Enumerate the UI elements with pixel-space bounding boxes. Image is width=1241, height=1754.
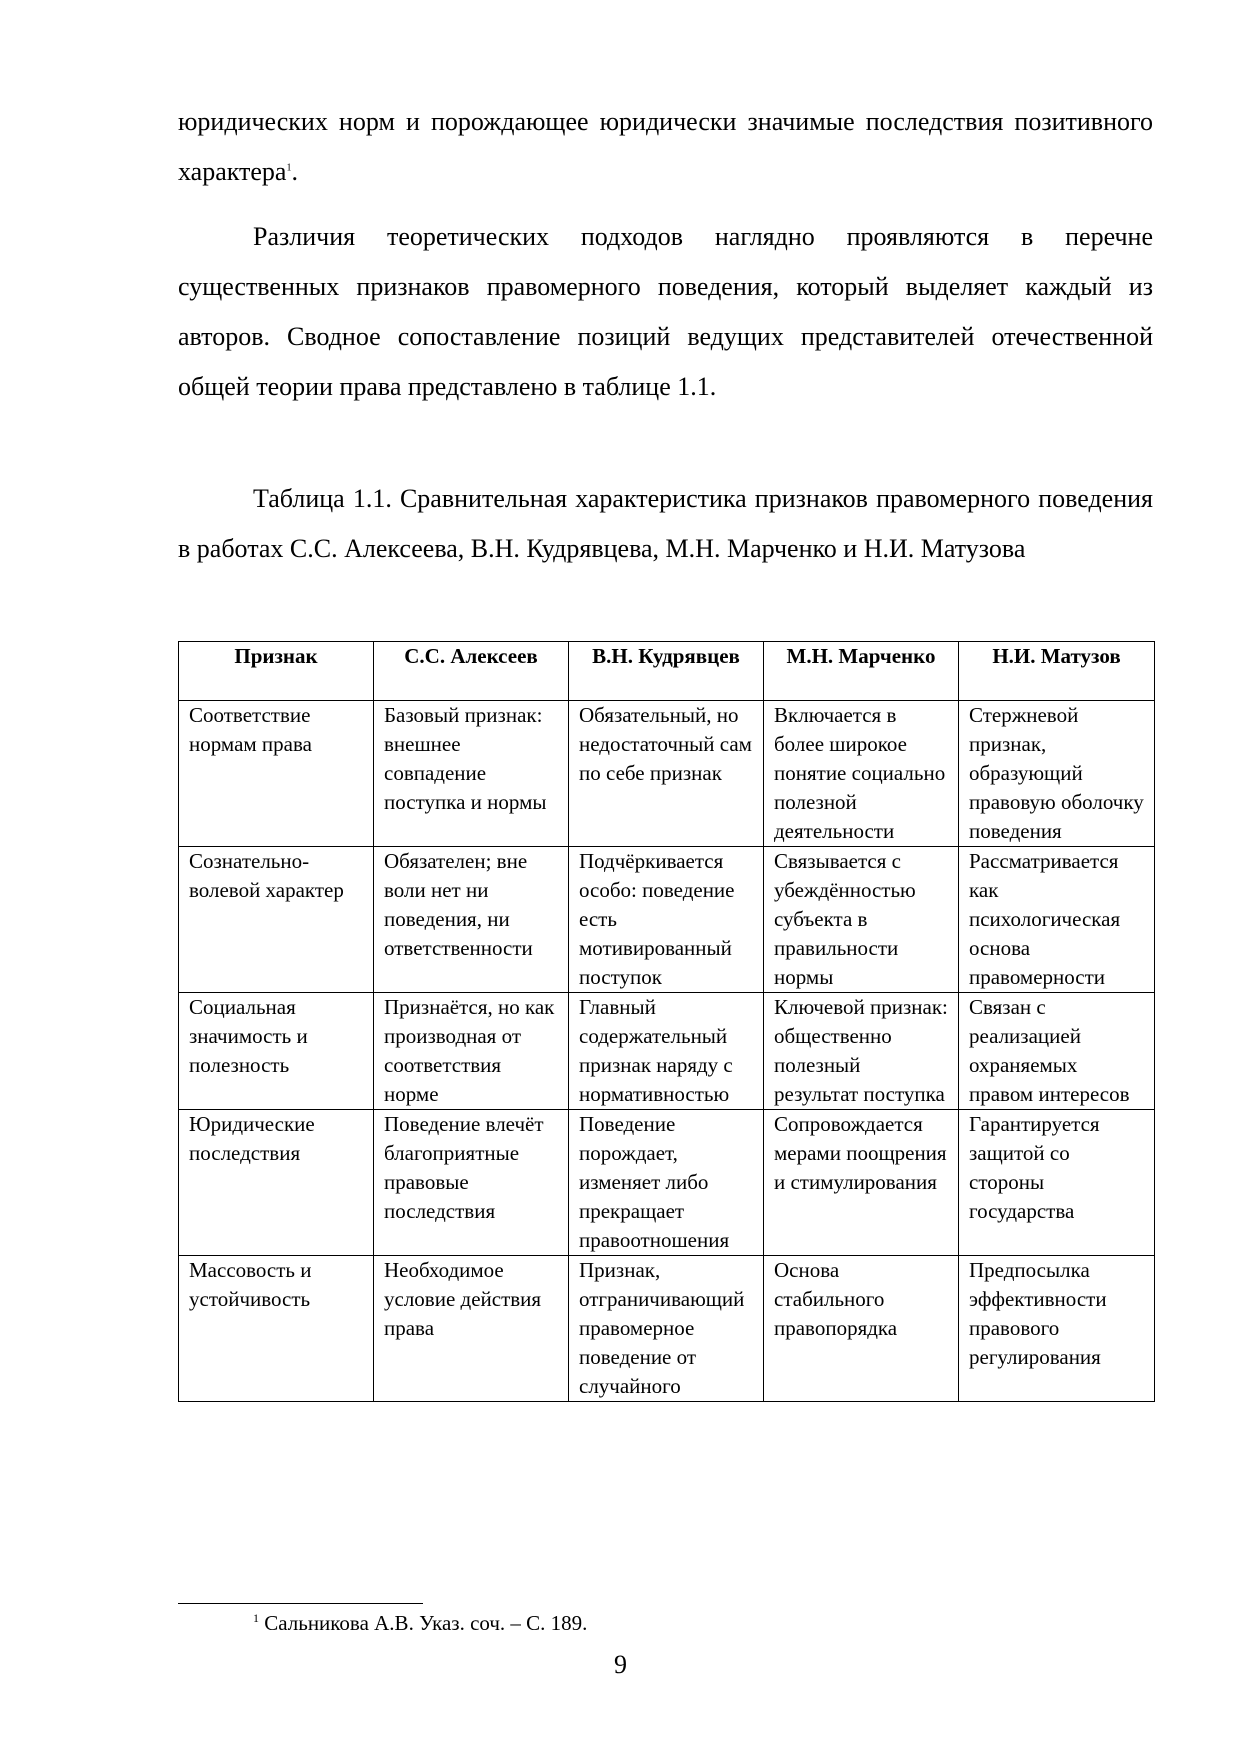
table-cell: Юридические последствия: [179, 1110, 374, 1256]
footnote: [253, 1608, 587, 1638]
header-cell-kudryavtsev: В.Н. Кудрявцев: [569, 642, 764, 701]
comparison-table: [178, 641, 1155, 1402]
table-cell: Связывается с убеждённостью субъекта в правильности нормы: [764, 847, 959, 993]
table-caption: Таблица 1.1. Сравнительная характеристика признаков правомерного поведения в работах С.С. Алексеева, В.Н. Кудрявцева, М.Н. Марченко и Н.И. Матузова: [178, 484, 1153, 563]
table-cell: Массовость и устойчивость: [179, 1256, 374, 1402]
footnote-separator: [178, 1603, 423, 1604]
footnote-marker: 1: [253, 1611, 259, 1625]
table-cell: Признаётся, но как производная от соответствия норме: [374, 993, 569, 1110]
table-cell: Ключевой признак: общественно полезный результат поступка: [764, 993, 959, 1110]
table-cell: Обязательный, но недостаточный сам по себе признак: [569, 701, 764, 847]
table-row: [179, 993, 1155, 1110]
paragraph-1-end: .: [291, 157, 298, 186]
table-cell: Обязателен; вне воли нет ни поведения, ни ответственности: [374, 847, 569, 993]
table-row: [179, 1256, 1155, 1402]
header-cell-marchenko: М.Н. Марченко: [764, 642, 959, 701]
footnote-reference[interactable]: 1: [286, 162, 292, 174]
header-cell-matuzov: Н.И. Матузов: [959, 642, 1155, 701]
table-cell: Поведение порождает, изменяет либо прекращает правоотношения: [569, 1110, 764, 1256]
table-cell: Социальная значимость и полезность: [179, 993, 374, 1110]
table-row: [179, 1110, 1155, 1256]
table-cell: Главный содержательный признак наряду с нормативностью: [569, 993, 764, 1110]
table-caption-block: [178, 474, 1153, 574]
paragraph-continuation: [178, 97, 1153, 197]
table-row: [179, 701, 1155, 847]
table-cell: Основа стабильного правопорядка: [764, 1256, 959, 1402]
table-cell: Подчёркивается особо: поведение есть мотивированный поступок: [569, 847, 764, 993]
table-cell: Связан с реализацией охраняемых правом интересов: [959, 993, 1155, 1110]
table-cell: Гарантируется защитой со стороны государства: [959, 1110, 1155, 1256]
table-cell: Рассматривается как психологическая основа правомерности: [959, 847, 1155, 993]
table-row: [179, 847, 1155, 993]
table-cell: Стержневой признак, образующий правовую оболочку поведения: [959, 701, 1155, 847]
table-cell: Включается в более широкое понятие социально полезной деятельности: [764, 701, 959, 847]
table-header-row: [179, 642, 1155, 701]
table-cell: Базовый признак: внешнее совпадение поступка и нормы: [374, 701, 569, 847]
table-cell: Признак, отграничивающий правомерное поведение от случайного: [569, 1256, 764, 1402]
table-cell: Необходимое условие действия права: [374, 1256, 569, 1402]
paragraph-2: [178, 212, 1153, 412]
paragraph-2-text: Различия теоретических подходов наглядно проявляются в перечне существенных признаков правомерного поведения, который выделяет каждый из авторов. Сводное сопоставление позиций ведущих представителей отечественной общей теории права представлено в таблице 1.1.: [178, 222, 1153, 401]
page-number: 9: [614, 1650, 627, 1679]
footnote-text: Сальникова А.В. Указ. соч. – С. 189.: [264, 1611, 588, 1635]
table-cell: Сознательно-волевой характер: [179, 847, 374, 993]
table-cell: Соответствие нормам права: [179, 701, 374, 847]
paragraph-1-text: юридических норм и порождающее юридически значимые последствия позитивного характера: [178, 107, 1153, 186]
table-cell: Поведение влечёт благоприятные правовые последствия: [374, 1110, 569, 1256]
header-cell-feature: Признак: [179, 642, 374, 701]
table-cell: Сопровождается мерами поощрения и стимулирования: [764, 1110, 959, 1256]
header-cell-alekseev: С.С. Алексеев: [374, 642, 569, 701]
table-cell: Предпосылка эффективности правового регулирования: [959, 1256, 1155, 1402]
